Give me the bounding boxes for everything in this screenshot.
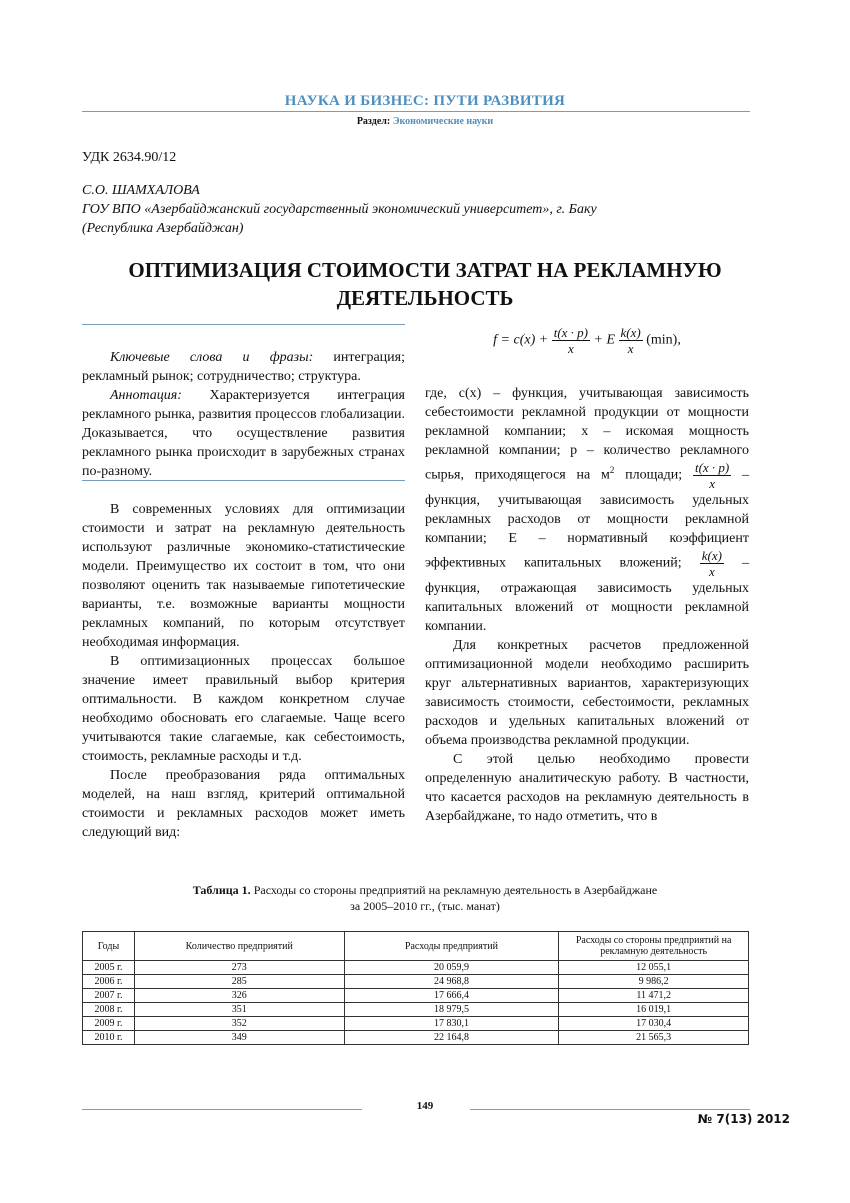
abstract xyxy=(82,348,405,481)
table-row xyxy=(83,989,749,1003)
body-paragraph: В современных условиях для оптимизации стоимости и затрат на рекламную деятельность используют различные экономико-статистические модели. Преимущество их состоит в том, что они позволяют оценить так называемые гипотетические варианты, т.е. возможные варианты мощности рекламных компаний, по которым отсутствует необходимая информация. xyxy=(82,502,405,650)
table-cell: 273 xyxy=(134,961,344,975)
table-row xyxy=(83,1017,749,1031)
table-cell: 326 xyxy=(134,989,344,1003)
fraction-numerator: k(x) xyxy=(701,548,722,563)
column-header: Расходы предприятий xyxy=(344,932,559,961)
keywords-label: Ключевые слова и фразы: xyxy=(110,350,314,365)
table-cell: 24 968,8 xyxy=(344,975,559,989)
formula-fraction-1 xyxy=(552,325,590,356)
formula-lhs: f = c(x) + xyxy=(493,332,549,348)
header-divider xyxy=(82,111,750,112)
fraction-numerator: k(x) xyxy=(620,325,641,340)
section-value: Экономические науки xyxy=(392,116,494,127)
table-row xyxy=(83,975,749,989)
udk-code: УДК 2634.90/12 xyxy=(82,150,177,165)
fraction-denominator: x xyxy=(708,564,715,579)
table-cell: 17 666,4 xyxy=(344,989,559,1003)
table-cell: 18 979,5 xyxy=(344,1003,559,1017)
body-right-column xyxy=(425,384,749,826)
table-cell: 22 164,8 xyxy=(344,1031,559,1045)
table-cell: 2006 г. xyxy=(83,975,135,989)
inline-fraction-t xyxy=(693,460,731,491)
formula-plus-e: + E xyxy=(593,332,616,348)
annotation-text: Характеризуется интеграция рекламного рынка, развития процессов глобализации. Доказывается, что осуществление развития рекламного рынка происходит в зарубежных странах по-разному. xyxy=(82,388,406,479)
inline-fraction-k xyxy=(700,548,724,579)
table-cell: 2007 г. xyxy=(83,989,135,1003)
fraction-denominator: x xyxy=(627,341,634,356)
journal-title: НАУКА И БИЗНЕС: ПУТИ РАЗВИТИЯ xyxy=(284,93,566,109)
formula-tail: (min), xyxy=(646,332,681,348)
fraction-denominator: x xyxy=(567,341,574,356)
abstract-top-rule xyxy=(82,324,405,325)
section-line xyxy=(0,116,850,127)
table-cell: 9 986,2 xyxy=(559,975,749,989)
column-header: Расходы со стороны предприятий на рекламную деятельность xyxy=(559,932,749,961)
table-cell: 285 xyxy=(134,975,344,989)
section-label: Раздел: xyxy=(356,116,391,127)
table-caption-label: Таблица 1. xyxy=(192,883,251,897)
table-cell: 352 xyxy=(134,1017,344,1031)
data-table xyxy=(82,931,749,1045)
table-cell: 2005 г. xyxy=(83,961,135,975)
table-row xyxy=(83,1003,749,1017)
table-caption-text: Расходы со стороны предприятий на рекламную деятельность в Азербайджане xyxy=(253,883,658,897)
body-paragraph: С этой целью необходимо провести определенную аналитическую работу. В частности, что касается расходов на рекламную деятельность в Азербайджане, то надо отметить, что в xyxy=(425,752,749,824)
table-cell: 2010 г. xyxy=(83,1031,135,1045)
table-header-row xyxy=(83,932,749,961)
table-cell: 12 055,1 xyxy=(559,961,749,975)
table-cell: 20 059,9 xyxy=(344,961,559,975)
formula xyxy=(425,325,749,356)
column-header: Количество предприятий xyxy=(134,932,344,961)
issue-number: № 7(13) 2012 xyxy=(697,1112,790,1126)
author-block xyxy=(82,181,597,238)
body-paragraph: После преобразования ряда оптимальных моделей, на наш взгляд, критерий оптимальной стоимости и рекламных расходов может иметь следующий вид: xyxy=(82,768,405,840)
fraction-numerator: t(x · p) xyxy=(553,325,589,340)
fraction-denominator: x xyxy=(709,476,715,491)
table-cell: 17 830,1 xyxy=(344,1017,559,1031)
table-row xyxy=(83,1031,749,1045)
annotation-label: Аннотация: xyxy=(110,388,182,403)
keywords-text: интеграция; рекламный рынок; сотрудничество; структура. xyxy=(82,350,405,384)
table-cell: 11 471,2 xyxy=(559,989,749,1003)
annotation xyxy=(82,386,405,481)
table-caption xyxy=(60,882,790,914)
table-cell: 349 xyxy=(134,1031,344,1045)
text-run: – функция, отражающая зависимость удельных капитальных вложений от мощности рекламной компании. xyxy=(425,555,750,634)
table-cell: 351 xyxy=(134,1003,344,1017)
table-cell: 16 019,1 xyxy=(559,1003,749,1017)
column-header: Годы xyxy=(83,932,135,961)
article-title: ОПТИМИЗАЦИЯ СТОИМОСТИ ЗАТРАТ НА РЕКЛАМНУЮ ДЕЯТЕЛЬНОСТЬ xyxy=(128,258,722,310)
affiliation-line-2: (Республика Азербайджан) xyxy=(82,221,244,236)
table-row xyxy=(83,961,749,975)
text-run: – функция, учитывающая зависимость удельных рекламных расходов от мощности рекламной компании; E – нормативный коэффициент эффективных капитальных вложений; xyxy=(425,467,750,571)
author-name: С.О. ШАМХАЛОВА xyxy=(82,183,200,198)
text-run: где, c(x) – функция, учитывающая зависимость себестоимости рекламной продукции от мощности рекламной компании; x – искомая мощность рекламной компании; p – количество рекламного сырья, приходящегося на м xyxy=(425,386,749,483)
page-number: 149 xyxy=(416,1100,434,1112)
fraction-numerator: t(x · p) xyxy=(694,460,730,475)
formula-fraction-2 xyxy=(619,325,643,356)
table-cell: 21 565,3 xyxy=(559,1031,749,1045)
body-paragraph xyxy=(425,384,749,636)
keywords xyxy=(82,348,405,386)
table-cell: 17 030,4 xyxy=(559,1017,749,1031)
body-left-column xyxy=(82,500,405,842)
table-cell: 2008 г. xyxy=(83,1003,135,1017)
table-caption-line-2: за 2005–2010 гг., (тыс. манат) xyxy=(350,899,500,913)
body-paragraph: В оптимизационных процессах большое значение имеет правильный выбор критерия оптимальности. В каждом конкретном случае необходимо обосновать его слагаемые. Чаще всего учитываются такие слагаемые, как себестоимость, стоимость, рекламные расходы и т.д. xyxy=(82,654,405,764)
table-cell: 2009 г. xyxy=(83,1017,135,1031)
affiliation-line-1: ГОУ ВПО «Азербайджанский государственный экономический университет», г. Баку xyxy=(82,202,597,217)
abstract-bottom-rule xyxy=(82,480,405,481)
superscript: 2 xyxy=(609,465,615,476)
text-run: площади; xyxy=(625,467,683,483)
body-paragraph: Для конкретных расчетов предложенной оптимизационной модели необходимо расширить круг альтернативных вариантов, характеризующих зависимость стоимости, себестоимости, рекламных расходов и удельных капитальных вложений от объема производства рекламной продукции. xyxy=(425,638,749,748)
